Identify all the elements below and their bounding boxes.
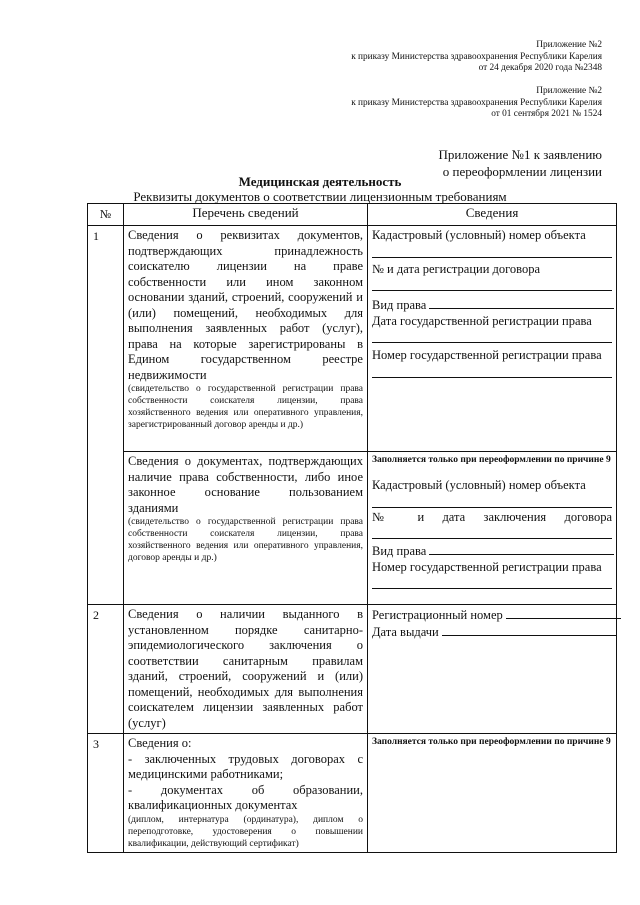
table-header-row — [88, 204, 617, 226]
row-2-reg-no-field[interactable] — [506, 607, 621, 619]
row-1-reg-number-field[interactable] — [372, 364, 612, 378]
table-row — [88, 452, 617, 605]
row-2-issue-date-field[interactable] — [442, 624, 617, 636]
row-1-list-cell — [124, 226, 368, 452]
header-2-line-1: Приложение №2 — [536, 86, 602, 96]
row-1b-right-type-label: Вид права — [372, 544, 427, 558]
row-1b-info-cell — [368, 452, 617, 605]
row-1-info-cell — [368, 226, 617, 452]
document-subtitle: Реквизиты документов о соответствии лицензионным требованиям — [133, 189, 507, 204]
row-3-item-2-note: (диплом, интернатура (ординатура), диплом о переподготовке, удостоверения о повышении квалификации, действующий сертификат) — [128, 814, 363, 849]
row-1-right-type-label: Вид права — [372, 298, 427, 312]
requisites-table — [87, 203, 617, 853]
header-1-line-2: к приказу Министерства здравоохранения Республики Карелия — [351, 51, 602, 62]
row-2-issue-date-row — [372, 624, 612, 641]
table-row — [88, 734, 617, 853]
row-3-fill-note: Заполняется только при переоформлении по причине 9 — [372, 737, 611, 747]
header-block-1 — [351, 40, 602, 75]
row-3-info-cell — [368, 734, 617, 853]
row-1b-contract-field[interactable] — [372, 525, 612, 539]
row-1b-right-type-field[interactable] — [429, 543, 614, 555]
row-2-number: 2 — [88, 605, 124, 734]
table-row — [88, 226, 617, 452]
row-1b-right-type-row — [372, 543, 612, 560]
row-1-right-type-row — [372, 297, 612, 314]
row-2-reg-no-label: Регистрационный номер — [372, 608, 503, 622]
col-header-list: Перечень сведений — [124, 204, 368, 226]
header-2-line-2: к приказу Министерства здравоохранения Республики Карелия — [351, 97, 602, 108]
header-1-line-3: от 24 декабря 2020 года №2348 — [478, 63, 602, 73]
row-3-number: 3 — [88, 734, 124, 853]
row-2-info-cell — [368, 605, 617, 734]
row-1-cadastral-label: Кадастровый (условный) номер объекта — [372, 228, 586, 242]
col-header-number: № — [88, 204, 124, 226]
col-header-info: Сведения — [368, 204, 617, 226]
application-note-line-1: Приложение №1 к заявлению — [438, 147, 602, 162]
row-1b-reg-number-label: Номер государственной регистрации права — [372, 559, 602, 574]
row-1-reg-number-label: Номер государственной регистрации права — [372, 348, 602, 362]
row-2-list-cell — [124, 605, 368, 734]
row-1-reg-date-field[interactable] — [372, 329, 612, 343]
row-1b-contract-label: № и дата заключения договора — [372, 509, 612, 524]
row-1-contract-field[interactable] — [372, 277, 612, 291]
row-3-item-1: - заключенных трудовых договорах с медицинскими работниками; — [128, 751, 363, 781]
header-2-line-3: от 01 сентября 2021 № 1524 — [491, 109, 602, 119]
row-2-issue-date-label: Дата выдачи — [372, 624, 439, 639]
row-1b-number — [88, 452, 124, 605]
row-1b-list-main: Сведения о документах, подтверждающих наличие права собственности, либо иное законное основание пользованием зданиями — [128, 454, 363, 515]
application-note-line-2: о переоформлении лицензии — [442, 164, 602, 179]
row-2-reg-no-row — [372, 607, 612, 624]
row-2-list-main: Сведения о наличии выданного в установленном порядке санитарно-эпидемиологического заключения о соответствии санитарным правилам зданий, строений, сооружений и (или) помещений, необходимых для выполнения соискателем лицензии заявленных работ (услуг) — [128, 607, 363, 730]
row-3-list-cell — [124, 734, 368, 853]
row-3-list-head: Сведения о: — [128, 736, 192, 750]
row-1-right-type-field[interactable] — [429, 297, 614, 309]
row-1-cadastral-field[interactable] — [372, 244, 612, 258]
table-row — [88, 605, 617, 734]
row-3-item-2: - документах об образовании, квалификационных документах — [128, 782, 363, 812]
row-1b-fill-note: Заполняется только при переоформлении по причине 9 — [372, 455, 611, 465]
row-1b-list-cell — [124, 452, 368, 605]
row-1-number: 1 — [88, 226, 124, 452]
row-1b-reg-number-field[interactable] — [372, 575, 612, 589]
header-block-2 — [351, 86, 602, 121]
document-title: Медицинская деятельность — [238, 174, 402, 189]
row-1-reg-date-label: Дата государственной регистрации права — [372, 313, 592, 328]
row-1-list-note: (свидетельство о государственной регистрации права собственности соискателя лицензии, права хозяйственного ведения или оперативного управления, зарегистрированный договор аренды и др.) — [128, 384, 363, 430]
row-1b-cadastral-field[interactable] — [372, 494, 612, 508]
row-1-contract-label: № и дата регистрации договора — [372, 261, 541, 276]
header-1-line-1: Приложение №2 — [536, 40, 602, 50]
row-1b-list-note: (свидетельство о государственной регистрации права собственности соискателя лицензии, права хозяйственного ведения или оперативного управления, договор аренды и др.) — [128, 517, 363, 563]
row-1b-cadastral-label: Кадастровый (условный) номер объекта — [372, 478, 586, 492]
row-1-list-main: Сведения о реквизитах документов, подтверждающих принадлежность соискателю лицензии на праве собственности или ином законном основании зданий, строений, сооружений и (или) помещений, необходимых для выполнения заявленных работ (услуг), права на которые зарегистрированы в Едином государственном реестре недвижимости — [128, 228, 363, 382]
